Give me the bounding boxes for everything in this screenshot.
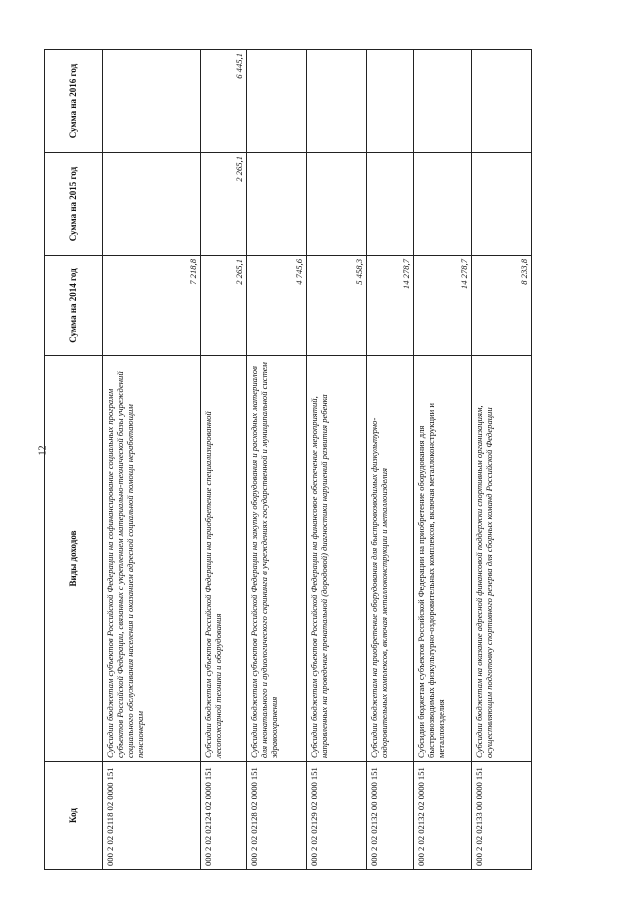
sum-2015-cell	[414, 153, 472, 256]
sum-2016-cell	[414, 50, 472, 153]
table-row	[247, 50, 307, 870]
table-row	[103, 50, 201, 870]
code-cell: 000 2 02 02133 00 0000 151	[472, 762, 532, 870]
code-cell: 000 2 02 02129 02 0000 151	[307, 762, 367, 870]
sum-2016-cell	[307, 50, 367, 153]
header-sum-2014: Сумма на 2014 год	[45, 256, 103, 356]
sum-2014-cell: 8 233,8	[472, 256, 532, 356]
page-number: 12	[37, 445, 49, 456]
kind-cell: Субсидии бюджетам субъектов Российской Федерации на софинансирование социальных программ субъектов Российской Федерации, связанных с укреплением материально-технической базы учреждений социального обслуживания населения и оказанием адресной социальной помощи неработающим пенсионерам	[103, 356, 201, 762]
sum-2015-cell: 2 265,1	[201, 153, 247, 256]
sum-2015-cell	[307, 153, 367, 256]
code-cell: 000 2 02 02124 02 0000 151	[201, 762, 247, 870]
sum-2014-cell: 14 278,7	[367, 256, 414, 356]
header-code: Код	[45, 762, 103, 870]
code-cell: 000 2 02 02132 02 0000 151	[414, 762, 472, 870]
kind-cell: Субсидии бюджетам субъектов Российской Федерации на закупку оборудования и расходных материалов для неонатального и аудиологического скрининга в учреждениях государственной и муниципальной систем здравоохранения	[247, 356, 307, 762]
sum-2016-cell	[103, 50, 201, 153]
sum-2015-cell	[103, 153, 201, 256]
sum-2014-cell: 2 265,1	[201, 256, 247, 356]
table-row	[201, 50, 247, 870]
header-sum-2015: Сумма на 2015 год	[45, 153, 103, 256]
sum-2015-cell	[367, 153, 414, 256]
header-sum-2016: Сумма на 2016 год	[45, 50, 103, 153]
table-row	[472, 50, 532, 870]
revenue-table	[44, 49, 532, 870]
code-cell: 000 2 02 02118 02 0000 151	[103, 762, 201, 870]
table-row	[307, 50, 367, 870]
table-row	[414, 50, 472, 870]
table-row	[367, 50, 414, 870]
sum-2016-cell	[472, 50, 532, 153]
kind-cell: Субсидии бюджетам на приобретение оборудования для быстровозводимых физкультурно-оздоровительных комплексов, включая металлоконструкции и металлоизделия	[367, 356, 414, 762]
sum-2016-cell	[367, 50, 414, 153]
sum-2015-cell	[247, 153, 307, 256]
code-cell: 000 2 02 02128 02 0000 151	[247, 762, 307, 870]
sum-2014-cell: 4 745,6	[247, 256, 307, 356]
sum-2014-cell: 14 278,7	[414, 256, 472, 356]
kind-cell: Субсидии бюджетам субъектов Российской Федерации на приобретение оборудования для быстровозводимых физкультурно-оздоровительных комплексов, включая металлоконструкции и металлоизделия	[414, 356, 472, 762]
kind-cell: Субсидии бюджетам субъектов Российской Федерации на приобретение специализированной лесопожарной техники и оборудования	[201, 356, 247, 762]
rotated-table-container	[44, 50, 529, 870]
sum-2014-cell: 5 458,3	[307, 256, 367, 356]
kind-cell: Субсидии бюджетам на оказание адресной финансовой поддержки спортивным организациям, осуществляющим подготовку спортивного резерва для сборных команд Российской Федерации	[472, 356, 532, 762]
code-cell: 000 2 02 02132 00 0000 151	[367, 762, 414, 870]
sum-2014-cell: 7 218,8	[103, 256, 201, 356]
kind-cell: Субсидии бюджетам субъектов Российской Федерации на финансовое обеспечение мероприятий, направленных на проведение пренатальной (дородовой) диагностики нарушений развития ребенка	[307, 356, 367, 762]
header-kind: Виды доходов	[45, 356, 103, 762]
header-row	[45, 50, 103, 870]
sum-2016-cell: 6 445,1	[201, 50, 247, 153]
sum-2015-cell	[472, 153, 532, 256]
sum-2016-cell	[247, 50, 307, 153]
